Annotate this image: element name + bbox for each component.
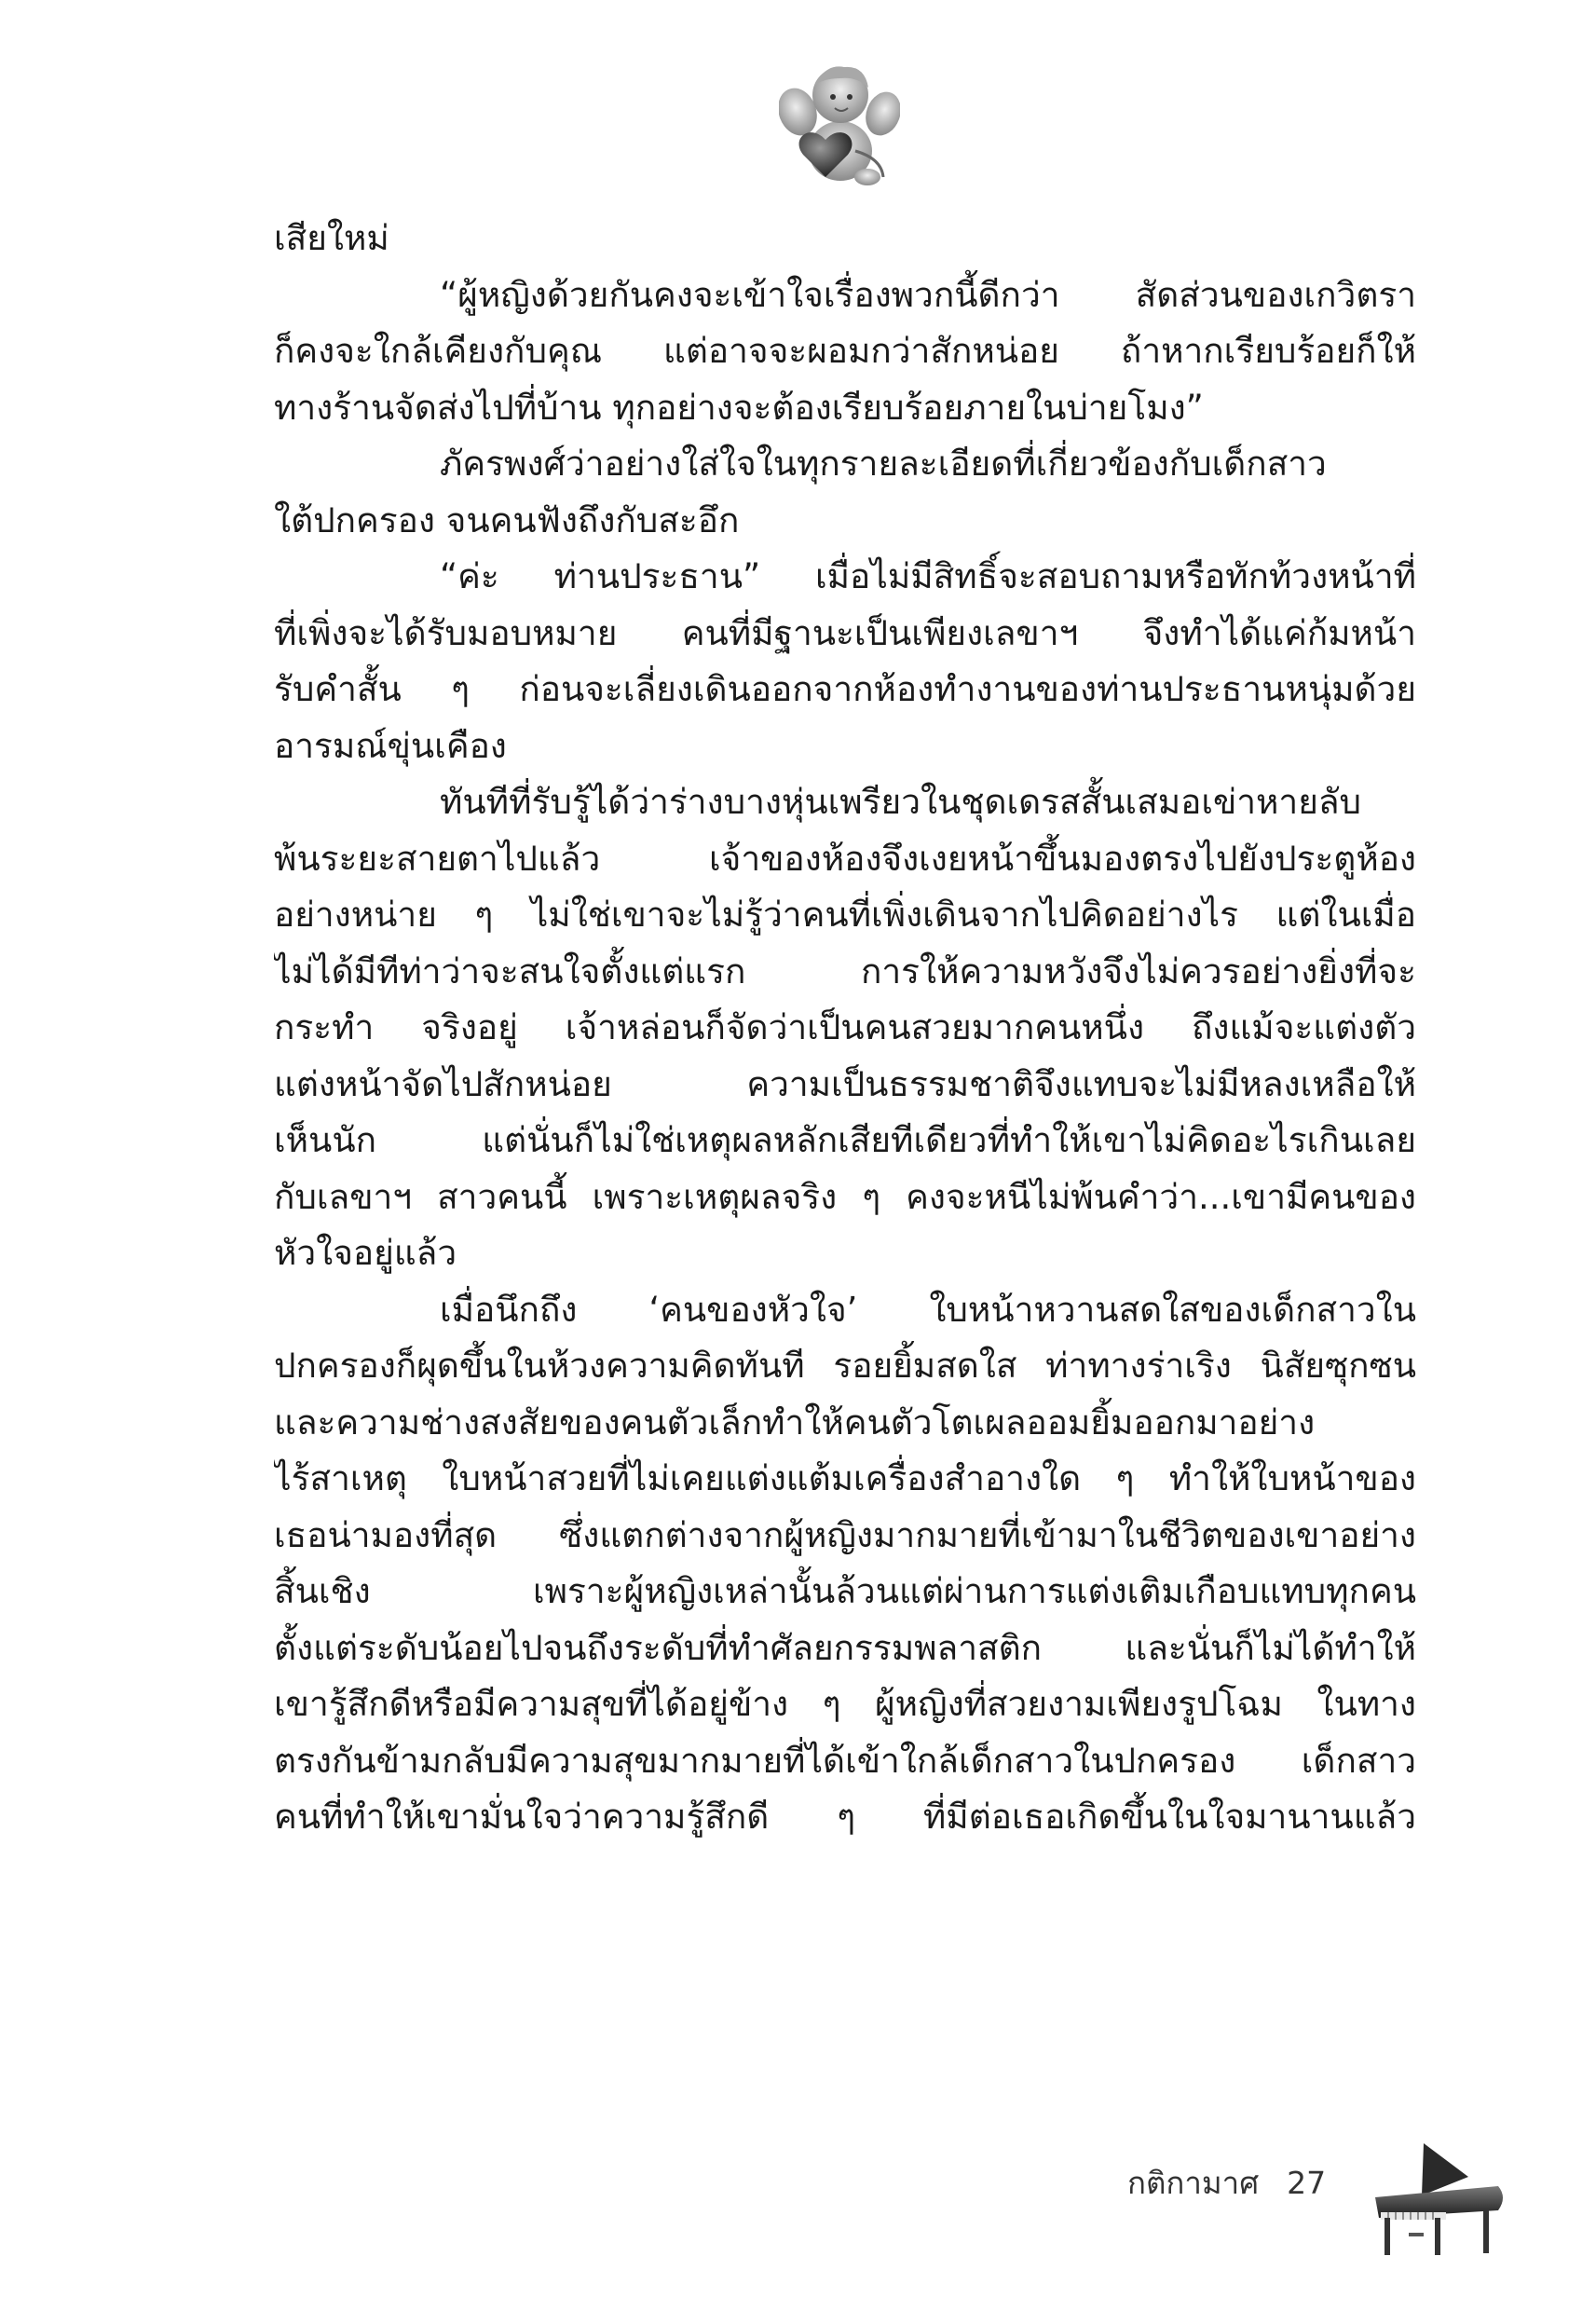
text-line: แต่งหน้าจัดไปสักหน่อย ความเป็นธรรมชาติจึงแทบจะไม่มีหลงเหลือให้ bbox=[274, 1063, 1416, 1104]
text-line: ที่เพิ่งจะได้รับมอบหมาย คนที่มีฐานะเป็นเพียงเลขาฯ จึงทำได้แค่ก้มหน้า bbox=[274, 612, 1416, 653]
text-line: เขารู้สึกดีหรือมีความสุขที่ได้อยู่ข้าง ๆ ผู้หญิงที่สวยงามเพียงรูปโฉม ในทาง bbox=[274, 1684, 1416, 1724]
page-footer bbox=[1127, 2158, 1326, 2208]
text-line: เสียใหม่ bbox=[274, 218, 389, 258]
text-line: กระทำ จริงอยู่ เจ้าหล่อนก็จัดว่าเป็นคนสวยมากคนหนึ่ง ถึงแม้จะแต่งตัว bbox=[274, 1007, 1416, 1047]
cupid-with-heart-icon bbox=[779, 58, 900, 188]
text-line: อย่างหน่าย ๆ ไม่ใช่เขาจะไม่รู้ว่าคนที่เพิ่งเดินจากไปคิดอย่างไร แต่ในเมื่อ bbox=[274, 895, 1416, 935]
text-line: คนที่ทำให้เขามั่นใจว่าความรู้สึกดี ๆ ที่มีต่อเธอเกิดขึ้นในใจมานานแล้ว bbox=[274, 1797, 1416, 1837]
text-line: ตรงกันข้ามกลับมีความสุขมากมายที่ได้เข้าใกล้เด็กสาวในปกครอง เด็กสาว bbox=[274, 1740, 1416, 1781]
text-line: ภัครพงศ์ว่าอย่างใส่ใจในทุกรายละเอียดที่เกี่ยวข้องกับเด็กสาว bbox=[440, 444, 1327, 484]
book-title: กติกามาศ bbox=[1127, 2165, 1260, 2201]
text-line: เมื่อนึกถึง ‘คนของหัวใจ’ ใบหน้าหวานสดใสของเด็กสาวใน bbox=[440, 1289, 1416, 1330]
text-line: ปกครองก็ผุดขึ้นในห้วงความคิดทันที รอยยิ้มสดใส ท่าทางร่าเริง นิสัยซุกซน bbox=[274, 1346, 1416, 1386]
text-line: หัวใจอยู่แล้ว bbox=[274, 1233, 457, 1273]
text-line: พ้นระยะสายตาไปแล้ว เจ้าของห้องจึงเงยหน้าขึ้นมองตรงไปยังประตูห้อง bbox=[274, 838, 1416, 879]
text-line: ไร้สาเหตุ ใบหน้าสวยที่ไม่เคยแต่งแต้มเครื่องสำอางใด ๆ ทำให้ใบหน้าของ bbox=[274, 1458, 1416, 1498]
text-line: อารมณ์ขุ่นเคือง bbox=[274, 725, 507, 766]
text-line: ตั้งแต่ระดับน้อยไปจนถึงระดับที่ทำศัลยกรรมพลาสติก และนั่นก็ไม่ได้ทำให้ bbox=[274, 1627, 1416, 1668]
text-line: เห็นนัก แต่นั่นก็ไม่ใช่เหตุผลหลักเสียทีเดียวที่ทำให้เขาไม่คิดอะไรเกินเลย bbox=[274, 1120, 1416, 1160]
text-line: ก็คงจะใกล้เคียงกับคุณ แต่อาจจะผอมกว่าสักหน่อย ถ้าหากเรียบร้อยก็ให้ bbox=[274, 331, 1416, 371]
text-line: “ผู้หญิงด้วยกันคงจะเข้าใจเรื่องพวกนี้ดีกว่า สัดส่วนของเกวิตรา bbox=[440, 274, 1416, 315]
grand-piano-icon bbox=[1368, 2140, 1507, 2261]
text-line: รับคำสั้น ๆ ก่อนจะเลี่ยงเดินออกจากห้องทำงานของท่านประธานหนุ่มด้วย bbox=[274, 669, 1416, 709]
text-line: ทางร้านจัดส่งไปที่บ้าน ทุกอย่างจะต้องเรียบร้อยภายในบ่ายโมง” bbox=[274, 387, 1204, 428]
text-line: และความช่างสงสัยของคนตัวเล็กทำให้คนตัวโตเผลออมยิ้มออกมาอย่าง bbox=[274, 1402, 1316, 1443]
text-line: ทันทีที่รับรู้ได้ว่าร่างบางหุ่นเพรียวในชุดเดรสสั้นเสมอเข่าหายลับ bbox=[440, 782, 1362, 822]
text-line: “ค่ะ ท่านประธาน” เมื่อไม่มีสิทธิ์จะสอบถามหรือทักท้วงหน้าที่ bbox=[440, 556, 1416, 596]
text-line: ใต้ปกครอง จนคนฟังถึงกับสะอึก bbox=[274, 499, 740, 540]
text-line: สิ้นเชิง เพราะผู้หญิงเหล่านั้นล้วนแต่ผ่านการแต่งเติมเกือบแทบทุกคน bbox=[274, 1571, 1416, 1611]
text-line: กับเลขาฯ สาวคนนี้ เพราะเหตุผลจริง ๆ คงจะหนีไม่พ้นคำว่า...เขามีคนของ bbox=[274, 1176, 1416, 1217]
body-text bbox=[274, 211, 1416, 1846]
text-line: เธอน่ามองที่สุด ซึ่งแตกต่างจากผู้หญิงมากมายที่เข้ามาในชีวิตของเขาอย่าง bbox=[274, 1514, 1416, 1555]
text-line: ไม่ได้มีทีท่าว่าจะสนใจตั้งแต่แรก การให้ความหวังจึงไม่ควรอย่างยิ่งที่จะ bbox=[274, 950, 1416, 991]
page-number: 27 bbox=[1287, 2165, 1327, 2201]
